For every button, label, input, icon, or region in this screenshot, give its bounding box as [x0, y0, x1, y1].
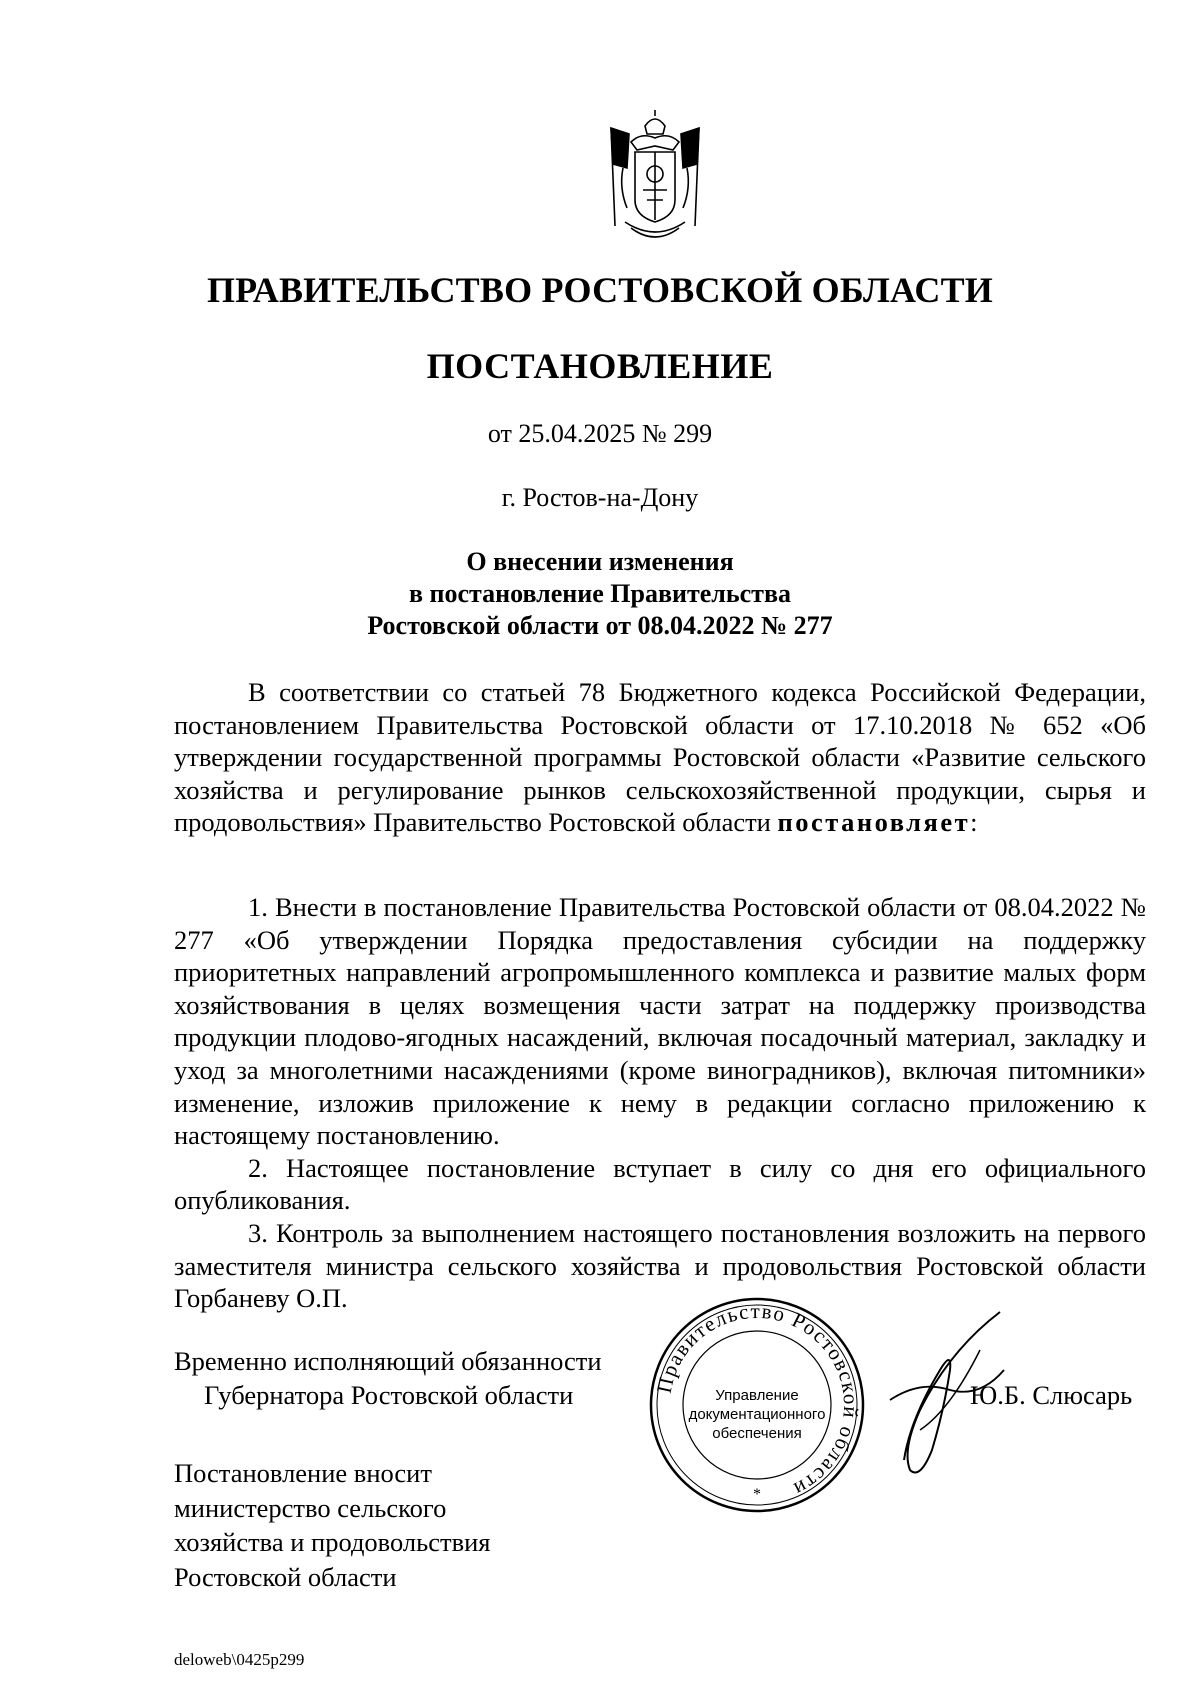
signer-name: Ю.Б. Слюсарь: [970, 1380, 1133, 1410]
decree-item: 2. Настоящее постановление вступает в силу со дня его официального опубликования.: [174, 1152, 1146, 1216]
subject-line: Ростовской области от 08.04.2022 № 277: [367, 611, 833, 640]
introduced-line: министерство сельского: [174, 1492, 447, 1523]
coat-of-arms-emblem: [601, 108, 709, 248]
introduced-by: [174, 1456, 490, 1594]
decree-date-number: от 25.04.2025 № 299: [487, 419, 713, 448]
preamble-paragraph: [174, 676, 1146, 839]
subject-line: в постановление Правительства: [408, 579, 791, 608]
resolves-verb: постановляет: [777, 807, 971, 838]
introduced-line: хозяйства и продовольствия: [174, 1527, 491, 1557]
position-line: Временно исполняющий обязанности: [174, 1346, 602, 1376]
decree-item: 3. Контроль за выполнением настоящего постановления возложить на первого заместителя министра сельского хозяйства и продовольствия Ростовской области Горбаневу О.П.: [174, 1217, 1146, 1314]
decree-items: [174, 891, 1146, 1315]
document-reference: deloweb\0425p299: [174, 1650, 305, 1669]
stamp-inner-line: документационного: [688, 1406, 826, 1423]
stamp-ring-text: Правительство Ростовской области: [651, 1298, 864, 1503]
preamble-text: В соответствии со статьей 78 Бюджетного кодекса Российской Федерации, постановлением Правительства Ростовской области от 17.10.2018 № 652 «Об утверждении государственной программы Ростовской области «Развитие сельского хозяйства и регулирование рынков сельскохозяйственной продукции, сырья и продовольствия» Правительство Ростовской области: [174, 677, 1146, 838]
introduced-line: Постановление вносит: [174, 1458, 432, 1488]
stamp-inner-text: [685, 1386, 829, 1443]
decree-subject: [0, 546, 1200, 642]
issue-city: г. Ростов-на-Дону: [501, 483, 699, 512]
subject-line: О внесении изменения: [466, 547, 734, 576]
stamp-star: *: [753, 1486, 761, 1503]
stamp-inner-line: обеспечения: [712, 1425, 802, 1442]
organization-name: ПРАВИТЕЛЬСТВО РОСТОВСКОЙ ОБЛАСТИ: [206, 270, 994, 310]
preamble-colon: :: [970, 807, 978, 838]
decree-item: 1. Внести в постановление Правительства Ростовской области от 08.04.2022 № 277 «Об утверждении Порядка предоставления субсидии на поддержку приоритетных направлений агропромышленного комплекса и развитие малых форм хозяйствования в целях возмещения части затрат на поддержку производства продукции плодово-ягодных насаждений, включая посадочный материал, закладку и уход за многолетними насаждениями (кроме виноградников), включая питомники» изменение, изложив приложение к нему в редакции согласно приложению к настоящему постановлению.: [174, 892, 1146, 1151]
position-line: Губернатора Ростовской области: [204, 1380, 574, 1410]
signatory-position: [174, 1344, 602, 1412]
stamp-inner-line: Управление: [715, 1387, 799, 1404]
introduced-line: Ростовской области: [174, 1561, 397, 1592]
document-type: ПОСТАНОВЛЕНИЕ: [426, 346, 774, 386]
